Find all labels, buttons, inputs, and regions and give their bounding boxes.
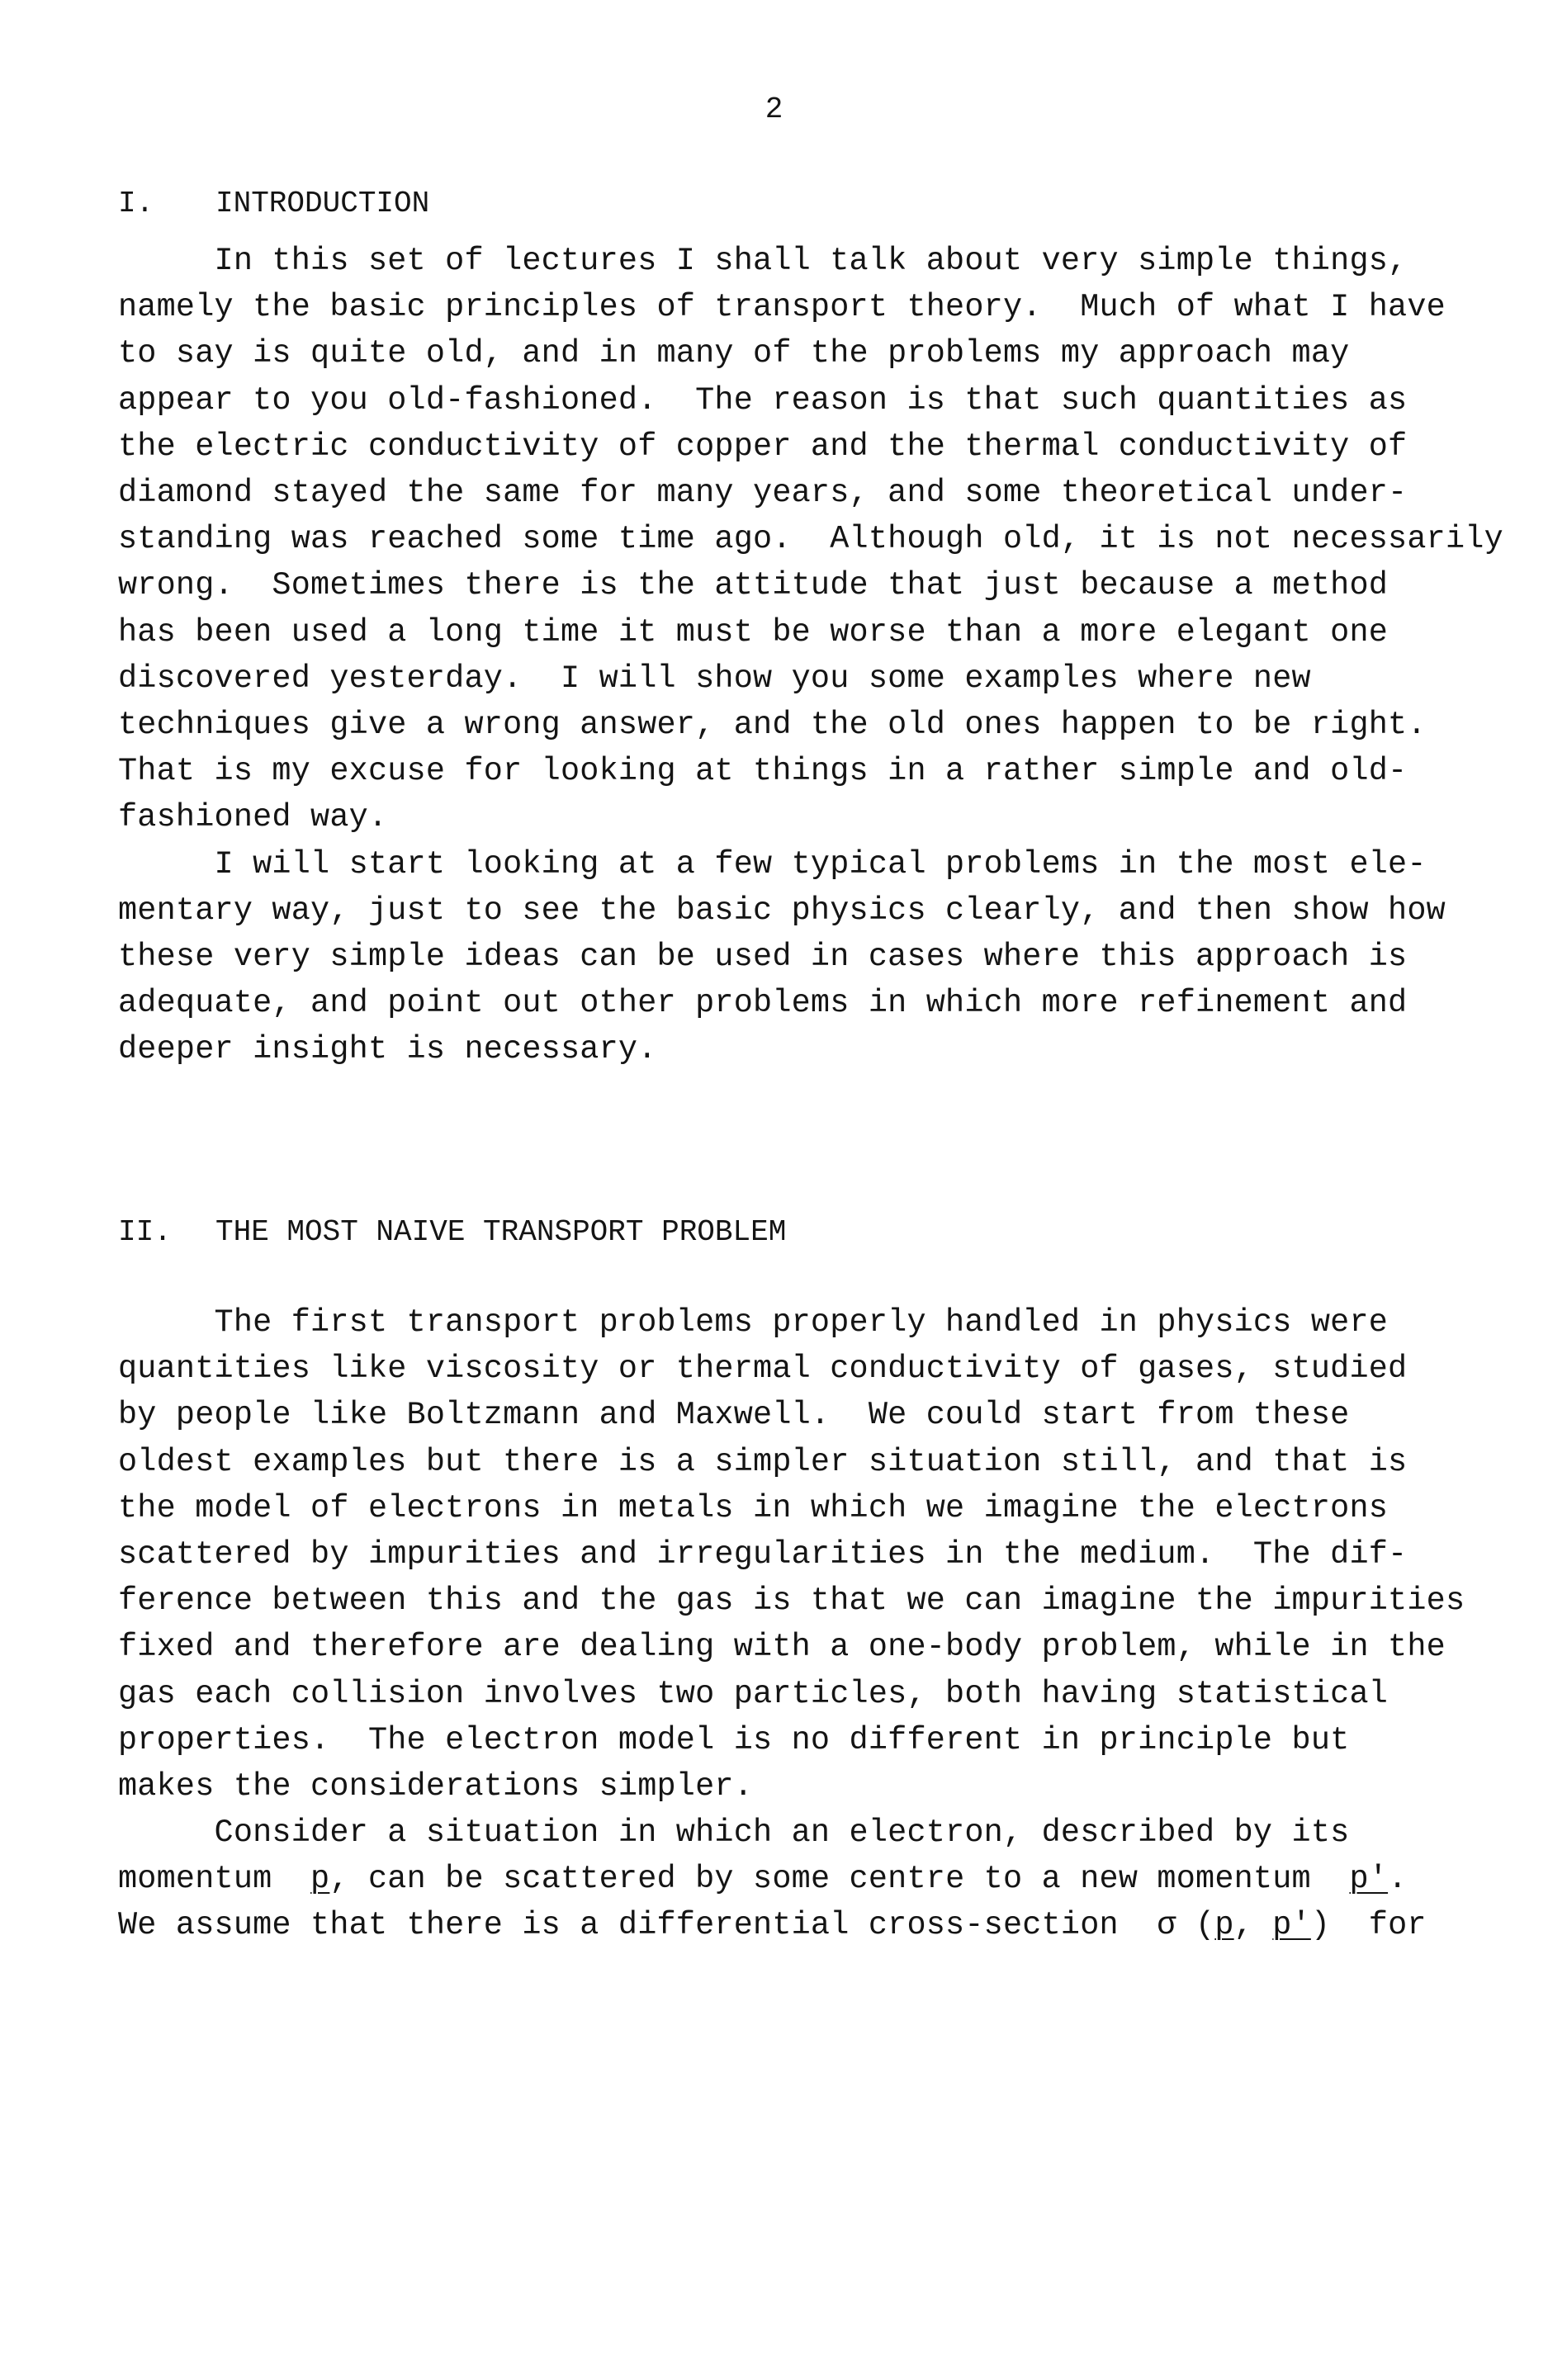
text-line: has been used a long time it must be worse than a more elegant one — [118, 613, 1389, 651]
page-number: 2 — [765, 92, 783, 126]
text-line: properties. The electron model is no different in principle but — [118, 1721, 1350, 1758]
text-line: to say is quite old, and in many of the problems my approach may — [118, 335, 1350, 372]
text-line: That is my excuse for looking at things in a rather simple and old- — [118, 753, 1408, 790]
text-line: oldest examples but there is a simpler situation still, and that is — [118, 1443, 1408, 1480]
text-line: I will start looking at a few typical problems in the most ele- — [118, 845, 1427, 882]
text-line: Consider a situation in which an electron, described by its — [118, 1815, 1350, 1852]
text-line: standing was reached some time ago. Although old, it is not necessarily — [118, 521, 1503, 558]
text-line: In this set of lectures I shall talk about very simple things, — [118, 243, 1408, 279]
text-line: ference between this and the gas is that we can imagine the impurities — [118, 1583, 1465, 1620]
section-title: THE MOST NAIVE TRANSPORT PROBLEM — [215, 1215, 787, 1249]
section-title: INTRODUCTION — [215, 187, 430, 220]
text-line: namely the basic principles of transport theory. Much of what I have — [118, 289, 1446, 326]
text-line: techniques give a wrong answer, and the old ones happen to be right. — [118, 707, 1427, 743]
text-line: the electric conductivity of copper and the thermal conductivity of — [118, 428, 1408, 465]
text-line: discovered yesterday. I will show you some examples where new — [118, 660, 1311, 697]
text-line: by people like Boltzmann and Maxwell. We could start from these — [118, 1397, 1350, 1434]
momentum-p-prime: p′ — [1349, 1861, 1389, 1897]
text-line: gas each collision involves two particles, both having statistical — [118, 1675, 1389, 1712]
section-heading-introduction — [118, 187, 429, 220]
text-line: The first transport problems properly handled in physics were — [118, 1304, 1389, 1341]
text-line: appear to you old-fashioned. The reason is that such quantities as — [118, 381, 1408, 419]
text-line: diamond stayed the same for many years, and some theoretical under- — [118, 475, 1408, 511]
text-line: fashioned way. — [118, 799, 388, 836]
section-number: II. — [118, 1215, 172, 1249]
text-line: mentary way, just to see the basic physics clearly, and then show how — [118, 892, 1446, 929]
section-number: I. — [118, 187, 154, 220]
text-line: makes the considerations simpler. — [118, 1768, 754, 1805]
text-line: quantities like viscosity or thermal conductivity of gases, studied — [118, 1351, 1408, 1388]
text-line: scattered by impurities and irregularities in the medium. The dif- — [118, 1536, 1408, 1573]
text-line: adequate, and point out other problems in which more refinement and — [118, 985, 1408, 1022]
momentum-line: momentum p, can be scattered by some centre to a new momentum p′. — [118, 1861, 1408, 1897]
text-line: fixed and therefore are dealing with a one-body problem, while in the — [118, 1629, 1446, 1666]
sigma-symbol: σ — [1157, 1907, 1176, 1943]
text-line: wrong. Sometimes there is the attitude that just because a method — [118, 567, 1389, 604]
section-heading-naive-transport — [118, 1215, 786, 1249]
text-line: deeper insight is necessary. — [118, 1031, 657, 1068]
text-line: these very simple ideas can be used in cases where this approach is — [118, 939, 1408, 975]
momentum-p: p — [310, 1861, 330, 1897]
cross-section-line: We assume that there is a differential cross-section σ (p, p′) for — [118, 1907, 1427, 1943]
text-line: the model of electrons in metals in which we imagine the electrons — [118, 1489, 1389, 1526]
